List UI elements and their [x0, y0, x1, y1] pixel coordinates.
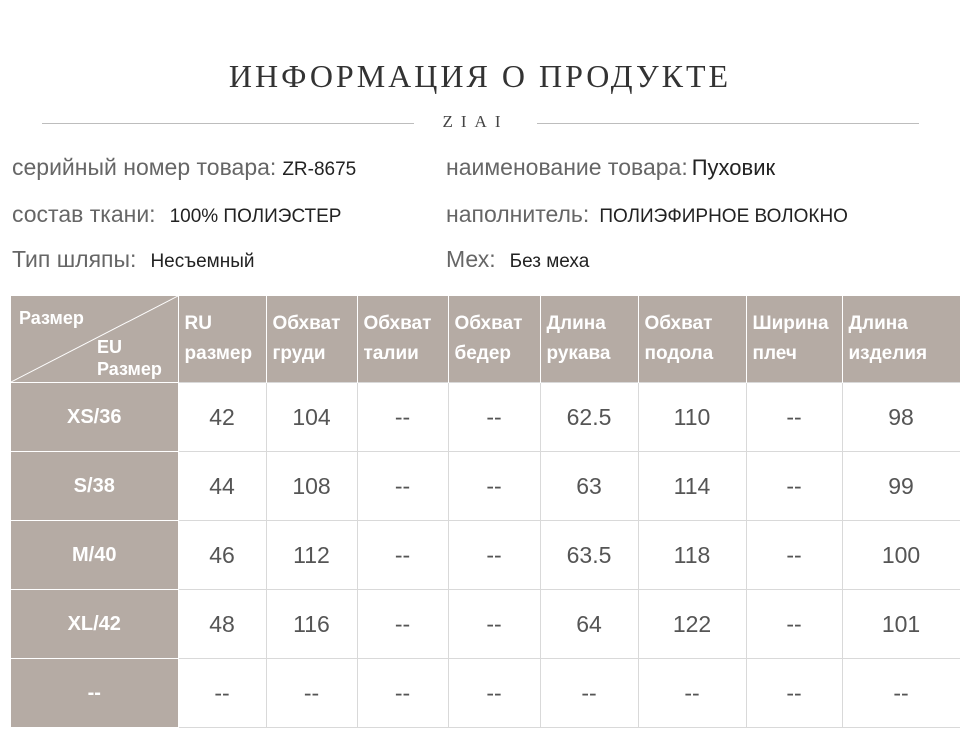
corner-label-eu-line2: Размер: [97, 359, 162, 379]
table-cell: --: [266, 659, 357, 728]
column-header: [266, 296, 357, 383]
row-size-label: XL/42: [11, 590, 178, 659]
table-cell: --: [448, 590, 540, 659]
column-header-line2: подола: [644, 343, 714, 364]
column-header-line1: Ширина: [752, 313, 829, 334]
table-row: [11, 659, 960, 728]
table-cell: --: [638, 659, 746, 728]
table-row: [11, 590, 960, 659]
table-cell: --: [357, 590, 448, 659]
column-header-line1: Обхват: [454, 313, 523, 334]
table-cell: 42: [178, 383, 266, 452]
table-cell: 64: [540, 590, 638, 659]
table-cell: 112: [266, 521, 357, 590]
filler-label: наполнитель:: [446, 201, 590, 227]
column-header-line1: Обхват: [644, 313, 713, 334]
size-table: [11, 296, 960, 728]
table-cell: --: [448, 521, 540, 590]
corner-header-cell: [11, 296, 178, 383]
brand-name: ZIAI: [442, 112, 509, 131]
product-name-label: наименование товара:: [446, 154, 688, 180]
row-size-label: --: [11, 659, 178, 728]
column-header-line2: изделия: [848, 343, 928, 364]
column-header-line1: Длина: [546, 313, 606, 334]
page-title: ИНФОРМАЦИЯ О ПРОДУКТЕ: [228, 58, 732, 94]
column-header-line2: талии: [363, 343, 419, 364]
table-cell: 99: [842, 452, 960, 521]
column-header-line2: рукава: [546, 343, 611, 364]
table-row: [11, 452, 960, 521]
table-cell: 114: [638, 452, 746, 521]
column-header: [448, 296, 540, 383]
table-cell: 108: [266, 452, 357, 521]
table-cell: --: [357, 659, 448, 728]
table-cell: --: [357, 383, 448, 452]
table-cell: 118: [638, 521, 746, 590]
serial-number-row: [12, 154, 356, 181]
table-cell: 63: [540, 452, 638, 521]
hat-type-value: Несъемный: [150, 251, 255, 272]
table-cell: 100: [842, 521, 960, 590]
table-cell: 48: [178, 590, 266, 659]
table-cell: 104: [266, 383, 357, 452]
filler-row: [446, 201, 848, 228]
corner-label-size: Размер: [19, 308, 84, 328]
table-cell: --: [448, 659, 540, 728]
column-header: [746, 296, 842, 383]
row-size-label: S/38: [11, 452, 178, 521]
fur-value: Без меха: [509, 251, 590, 272]
column-header: [357, 296, 448, 383]
fabric-label: состав ткани:: [12, 201, 156, 227]
table-row: [11, 521, 960, 590]
table-cell: --: [842, 659, 960, 728]
table-cell: 110: [638, 383, 746, 452]
column-header: [540, 296, 638, 383]
table-cell: 44: [178, 452, 266, 521]
table-cell: --: [746, 521, 842, 590]
fur-label: Мех:: [446, 246, 496, 272]
table-header-row: [11, 296, 960, 383]
row-size-label: XS/36: [11, 383, 178, 452]
table-cell: --: [746, 659, 842, 728]
filler-value: ПОЛИЭФИРНОЕ ВОЛОКНО: [599, 206, 848, 227]
table-cell: --: [448, 452, 540, 521]
column-header-line1: RU: [184, 313, 212, 334]
hat-type-row: [12, 246, 255, 273]
table-cell: --: [448, 383, 540, 452]
table-cell: 116: [266, 590, 357, 659]
column-header: [842, 296, 960, 383]
product-name-value: Пуховик: [691, 155, 776, 180]
column-header-line2: груди: [272, 343, 326, 364]
column-header: [638, 296, 746, 383]
column-header-line2: бедер: [454, 343, 512, 364]
column-header-line1: Обхват: [272, 313, 341, 334]
row-size-label: M/40: [11, 521, 178, 590]
table-cell: 63.5: [540, 521, 638, 590]
table-cell: --: [540, 659, 638, 728]
fabric-row: [12, 201, 341, 228]
divider-right: [537, 123, 919, 124]
column-header-line1: Длина: [848, 313, 908, 334]
table-cell: --: [746, 590, 842, 659]
table-cell: --: [357, 452, 448, 521]
table-cell: 122: [638, 590, 746, 659]
fur-row: [446, 246, 589, 273]
corner-label-eu: [97, 336, 162, 380]
table-cell: --: [357, 521, 448, 590]
table-cell: --: [746, 452, 842, 521]
table-cell: --: [178, 659, 266, 728]
table-row: [11, 383, 960, 452]
serial-number-value: ZR-8675: [282, 159, 357, 180]
table-cell: 46: [178, 521, 266, 590]
table-cell: 98: [842, 383, 960, 452]
corner-label-eu-line1: EU: [97, 337, 123, 357]
column-header: [178, 296, 266, 383]
table-cell: 101: [842, 590, 960, 659]
product-name-row: [446, 154, 775, 181]
column-header-line2: размер: [184, 343, 253, 364]
column-header-line1: Обхват: [363, 313, 432, 334]
divider-left: [42, 123, 414, 124]
fabric-value: 100% ПОЛИЭСТЕР: [169, 206, 342, 227]
serial-number-label: серийный номер товара:: [12, 154, 277, 180]
table-cell: --: [746, 383, 842, 452]
table-cell: 62.5: [540, 383, 638, 452]
column-header-line2: плеч: [752, 343, 797, 364]
hat-type-label: Тип шляпы:: [12, 246, 137, 272]
